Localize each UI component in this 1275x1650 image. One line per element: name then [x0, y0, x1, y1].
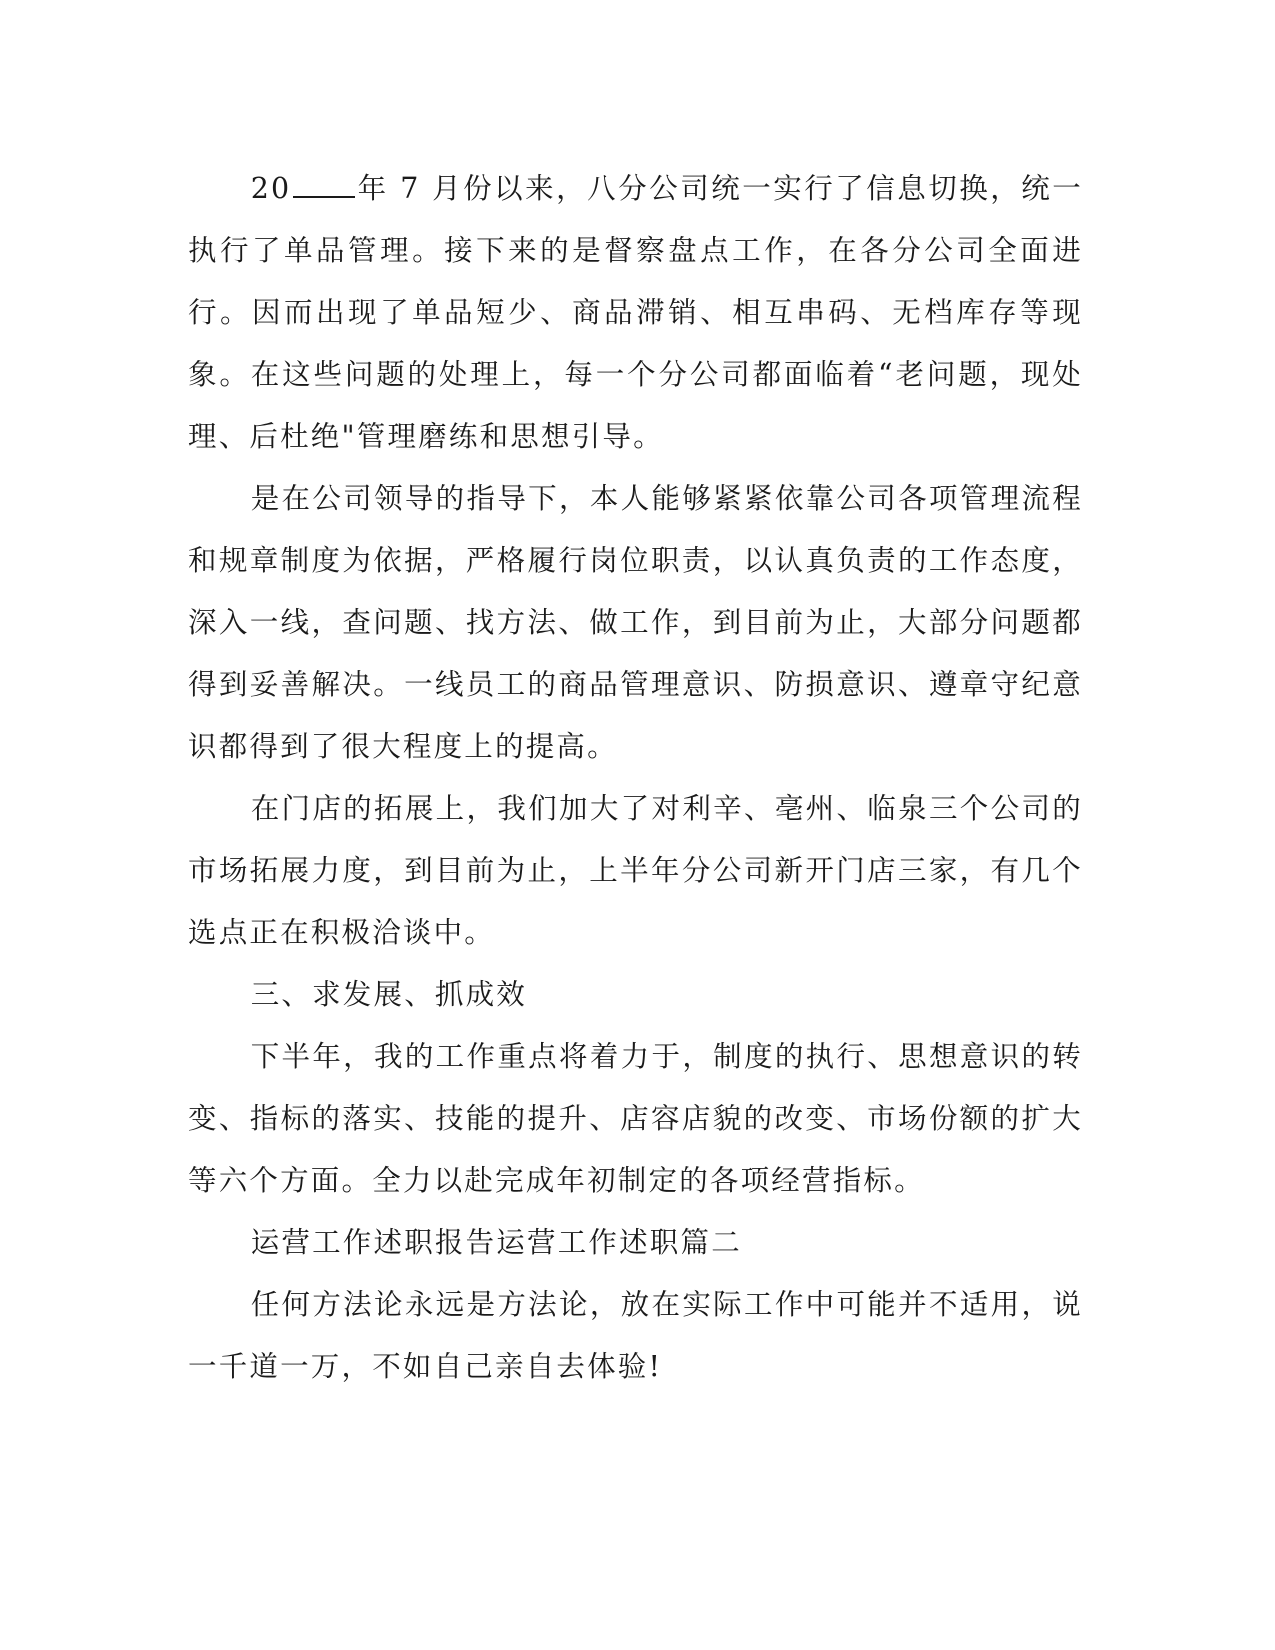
subtitle: 运营工作述职报告运营工作述职篇二 [250, 1226, 742, 1259]
document-body [188, 158, 1083, 1398]
paragraph-2: 是在公司领导的指导下，本人能够紧紧依靠公司各项管理流程和规章制度为依据，严格履行岗位职责，以认真负责的工作态度，深入一线，查问题、找方法、做工作，到目前为止，大部分问题都得到妥善解决。一线员工的商品管理意识、防损意识、遵章守纪意识都得到了很大程度上的提高。 [188, 482, 1083, 763]
paragraph-5: 下半年，我的工作重点将着力于，制度的执行、思想意识的转变、指标的落实、技能的提升、店容店貌的改变、市场份额的扩大等六个方面。全力以赴完成年初制定的各项经营指标。 [188, 1040, 1083, 1197]
paragraph-7: 任何方法论永远是方法论，放在实际工作中可能并不适用，说一千道一万，不如自己亲自去体验! [188, 1288, 1083, 1383]
year-prefix: 20 [250, 172, 292, 205]
paragraph-3: 在门店的拓展上，我们加大了对利辛、亳州、临泉三个公司的市场拓展力度，到目前为止，上半年分公司新开门店三家，有几个选点正在积极洽谈中。 [188, 792, 1083, 949]
paragraph-1-text: 年 7 月份以来，八分公司统一实行了信息切换，统一执行了单品管理。接下来的是督察盘点工作，在各分公司全面进行。因而出现了单品短少、商品滞销、相互串码、无档库存等现象。在这些问题的处理上，每一个分公司都面临着“老问题，现处理、后杜绝"管理磨练和思想引导。 [188, 172, 1083, 453]
paragraph-1 [188, 158, 1083, 468]
section-heading: 三、求发展、抓成效 [250, 978, 527, 1011]
blank-line [293, 170, 355, 198]
